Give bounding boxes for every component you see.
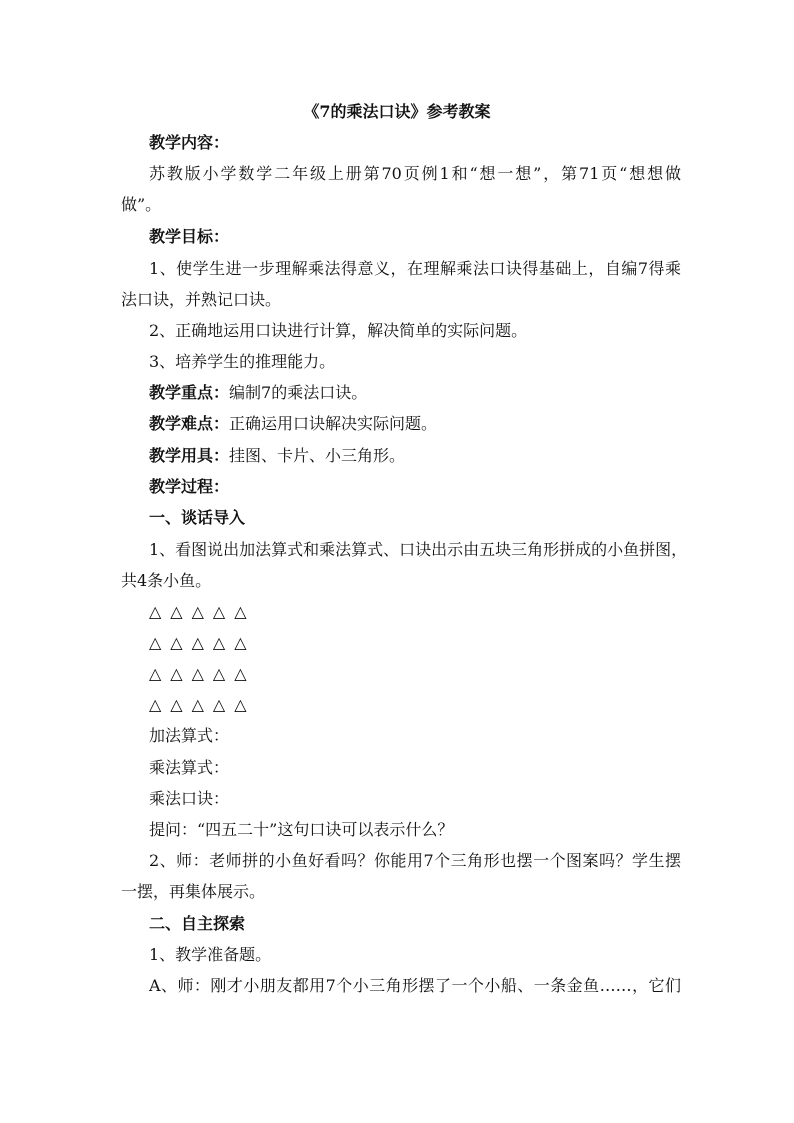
goal-1-line-1: 1、使学生进一步理解乘法得意义，在理解乘法口诀得基础上，自编7得乘 xyxy=(149,259,681,278)
intro-1-line-1: 1、看图说出加法算式和乘法算式、口诀出示由五块三角形拼成的小鱼拼图， xyxy=(149,540,688,559)
content-heading: 教学内容： xyxy=(149,133,230,152)
key-point-label: 教学重点： xyxy=(149,383,230,402)
explore-1: 1、教学准备题。 xyxy=(149,945,272,964)
teaching-tools xyxy=(149,441,681,471)
triangle-row: △△△△△ xyxy=(149,633,256,652)
intro-2-line-2: 一摆，再集体展示。 xyxy=(121,882,266,901)
triangle-row: △△△△△ xyxy=(149,602,256,621)
triangle-row: △△△△△ xyxy=(149,664,256,683)
addition-formula-label: 加法算式： xyxy=(149,726,230,745)
multiplication-rhyme-label: 乘法口诀： xyxy=(149,789,230,808)
difficulty-label: 教学难点： xyxy=(149,414,230,433)
difficulty-point xyxy=(149,409,681,439)
goals-heading: 教学目标： xyxy=(149,227,230,246)
content-text-line-1: 苏教版小学数学二年级上册第70页例1和“想一想”，第71页“想想做 xyxy=(149,164,681,183)
section-1-heading: 一、谈话导入 xyxy=(149,508,246,527)
explore-a: A、师：刚才小朋友都用7个小三角形摆了一个小船、一条金鱼……，它们 xyxy=(149,976,681,995)
multiplication-formula-label: 乘法算式： xyxy=(149,758,230,777)
process-heading: 教学过程： xyxy=(149,477,230,496)
intro-1-line-2: 共4条小鱼。 xyxy=(121,571,212,590)
intro-2-line-1: 2、师：老师拼的小鱼好看吗？你能用7个三角形也摆一个图案吗？学生摆 xyxy=(149,851,681,870)
tools-text: 挂图、卡片、小三角形。 xyxy=(229,446,406,465)
triangle-row: △△△△△ xyxy=(149,695,256,714)
tools-label: 教学用具： xyxy=(149,446,230,465)
goal-1-line-2: 法口诀，并熟记口诀。 xyxy=(121,290,282,309)
content-text-line-2: 做”。 xyxy=(121,195,162,214)
question-text: 提问：“四五二十”这句口诀可以表示什么？ xyxy=(149,820,454,839)
document-title: 《7的乘法口诀》参考教案 xyxy=(303,102,491,121)
goal-2: 2、正确地运用口诀进行计算，解决简单的实际问题。 xyxy=(149,321,528,340)
goal-3: 3、培养学生的推理能力。 xyxy=(149,352,336,371)
section-2-heading: 二、自主探索 xyxy=(149,914,246,933)
difficulty-text: 正确运用口诀解决实际问题。 xyxy=(229,414,438,433)
key-point-text: 编制7的乘法口诀。 xyxy=(229,383,368,402)
key-point xyxy=(149,378,681,408)
